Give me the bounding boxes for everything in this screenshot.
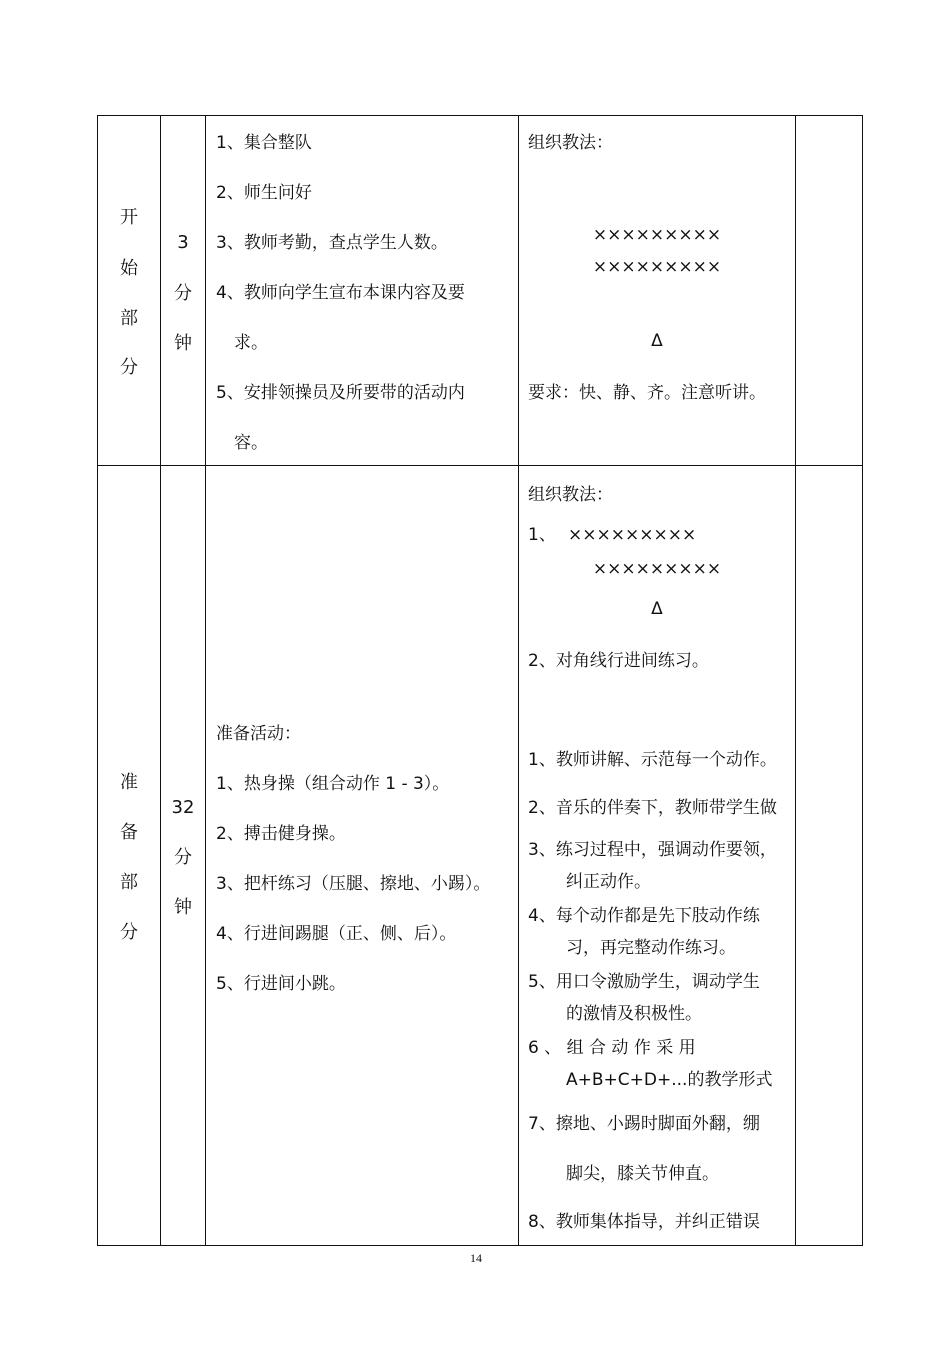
content-line: 2、搏击健身操。 (216, 824, 346, 844)
step-line: 6 、 组 合 动 作 采 用 (528, 1038, 696, 1058)
content-line: 4、行进间踢腿（正、侧、后）。 (216, 924, 457, 944)
row-divider (97, 465, 863, 466)
time-char: 32 (171, 797, 195, 818)
section-char: 部 (120, 308, 138, 329)
content-line: 1、热身操（组合动作 1 - 3）。 (216, 774, 450, 794)
teacher-mark: Δ (651, 331, 663, 351)
step-line: A+B+C+D+...的教学形式 (566, 1070, 773, 1090)
content-line: 3、把杆练习（压腿、擦地、小踢）。 (216, 874, 491, 894)
section-char: 备 (120, 822, 138, 843)
content-line: 3、教师考勤，查点学生人数。 (216, 233, 448, 253)
column-divider (160, 115, 161, 1246)
method-title: 组织教法： (528, 133, 613, 153)
formation-label: 1、 (528, 525, 556, 545)
teacher-mark: Δ (651, 599, 663, 619)
content-line: 4、教师向学生宣布本课内容及要 (216, 283, 465, 303)
formation-row: ××××××××× (592, 257, 722, 277)
column-divider (518, 115, 519, 1246)
diagonal-practice: 2、对角线行进间练习。 (528, 651, 709, 671)
step-line: 5、用口令激励学生，调动学生 (528, 972, 760, 992)
step-line: 8、教师集体指导，并纠正错误 (528, 1212, 760, 1232)
step-line: 纠正动作。 (566, 872, 651, 892)
content-line: 5、安排领操员及所要带的活动内 (216, 383, 465, 403)
column-divider (205, 115, 206, 1246)
step-line: 3、练习过程中，强调动作要领， (528, 840, 777, 860)
time-char: 3 (177, 232, 189, 253)
table-right-border (862, 115, 863, 1246)
formation-row: ××××××××× (592, 559, 722, 579)
step-line: 7、擦地、小踢时脚面外翻，绷 (528, 1114, 760, 1134)
requirement-text: 要求：快、静、齐。注意听讲。 (528, 383, 766, 403)
section-char: 分 (120, 357, 138, 378)
section-char: 部 (120, 872, 138, 893)
column-divider (795, 115, 796, 1246)
content-line: 1、集合整队 (216, 133, 312, 153)
section-char: 分 (120, 922, 138, 943)
table-bottom-border (97, 1245, 863, 1246)
section-char: 始 (120, 258, 138, 279)
table-top-border (97, 115, 863, 116)
formation-row: ××××××××× (568, 525, 697, 545)
formation-row: ××××××××× (592, 225, 722, 245)
time-char: 钟 (174, 333, 192, 354)
step-line: 脚尖，膝关节伸直。 (566, 1164, 719, 1184)
content-line: 2、师生问好 (216, 183, 312, 203)
method-title: 组织教法： (528, 485, 613, 505)
time-char: 分 (174, 283, 192, 304)
step-line: 1、教师讲解、示范每一个动作。 (528, 750, 777, 770)
section-char: 准 (120, 772, 138, 793)
content-line: 容。 (234, 433, 268, 453)
step-line: 习，再完整动作练习。 (566, 938, 736, 958)
content-line: 求。 (234, 333, 268, 353)
page-number: 14 (470, 1251, 482, 1265)
time-char: 钟 (174, 897, 192, 918)
table-left-border (97, 115, 98, 1246)
step-line: 2、音乐的伴奏下，教师带学生做 (528, 798, 777, 818)
content-line: 5、行进间小跳。 (216, 974, 346, 994)
content-title: 准备活动： (216, 724, 301, 744)
step-line: 4、每个动作都是先下肢动作练 (528, 906, 760, 926)
time-char: 分 (174, 847, 192, 868)
section-char: 开 (120, 207, 138, 228)
step-line: 的激情及积极性。 (566, 1004, 702, 1024)
